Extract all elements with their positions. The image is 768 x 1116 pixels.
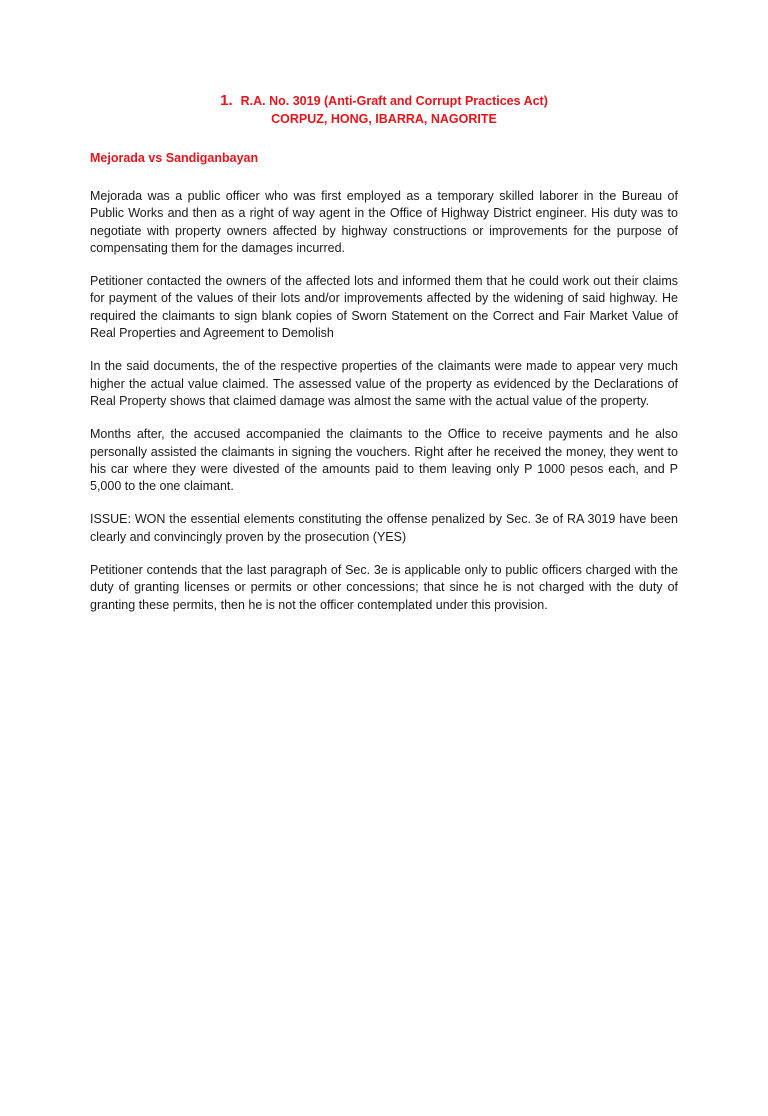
case-title: Mejorada vs Sandiganbayan	[90, 151, 259, 165]
paragraph-payments: Months after, the accused accompanied the claimants to the Office to receive payments and he also personally assisted the claimants in signing the vouchers. Right after he received the money, they went to his car where they were divested of the amounts paid to them leaving only P 1000 pesos each, and P 5,000 to the one claimant.	[90, 427, 678, 494]
heading-number: 1.	[220, 92, 233, 109]
paragraph-facts: Mejorada was a public officer who was first employed as a temporary skilled laborer in the Bureau of Public Works and then as a right of way agent in the Office of Highway District engineer. His duty was to negotiate with property owners affected by highway constructions or improvements for the purpose of compensating them for the damages incurred.	[90, 189, 678, 255]
heading-authors: CORPUZ, HONG, IBARRA, NAGORITE	[271, 112, 497, 126]
document-heading	[90, 92, 678, 110]
paragraph-documents: In the said documents, the of the respective properties of the claimants were made to appear very much higher the actual value claimed. The assessed value of the property as evidenced by the Declarations of Real Property shows that claimed damage was almost the same with the actual value of the property.	[90, 359, 678, 408]
document-body	[90, 188, 678, 614]
paragraph-issue: ISSUE: WON the essential elements constituting the offense penalized by Sec. 3e of RA 3019 have been clearly and convincingly proven by the prosecution (YES)	[90, 512, 678, 544]
document-page	[0, 92, 768, 1116]
heading-title: R.A. No. 3019 (Anti-Graft and Corrupt Practices Act)	[240, 94, 548, 108]
paragraph-petitioner-contact: Petitioner contacted the owners of the affected lots and informed them that he could work out their claims for payment of the values of their lots and/or improvements affected by the widening of said highway. He required the claimants to sign blank copies of Sworn Statement on the Correct and Fair Market Value of Real Properties and Agreement to Demolish	[90, 274, 678, 341]
paragraph-contention: Petitioner contends that the last paragraph of Sec. 3e is applicable only to public officers charged with the duty of granting licenses or permits or other concessions; that since he is not charged with the duty of granting these permits, then he is not the officer contemplated under this provision.	[90, 563, 678, 612]
